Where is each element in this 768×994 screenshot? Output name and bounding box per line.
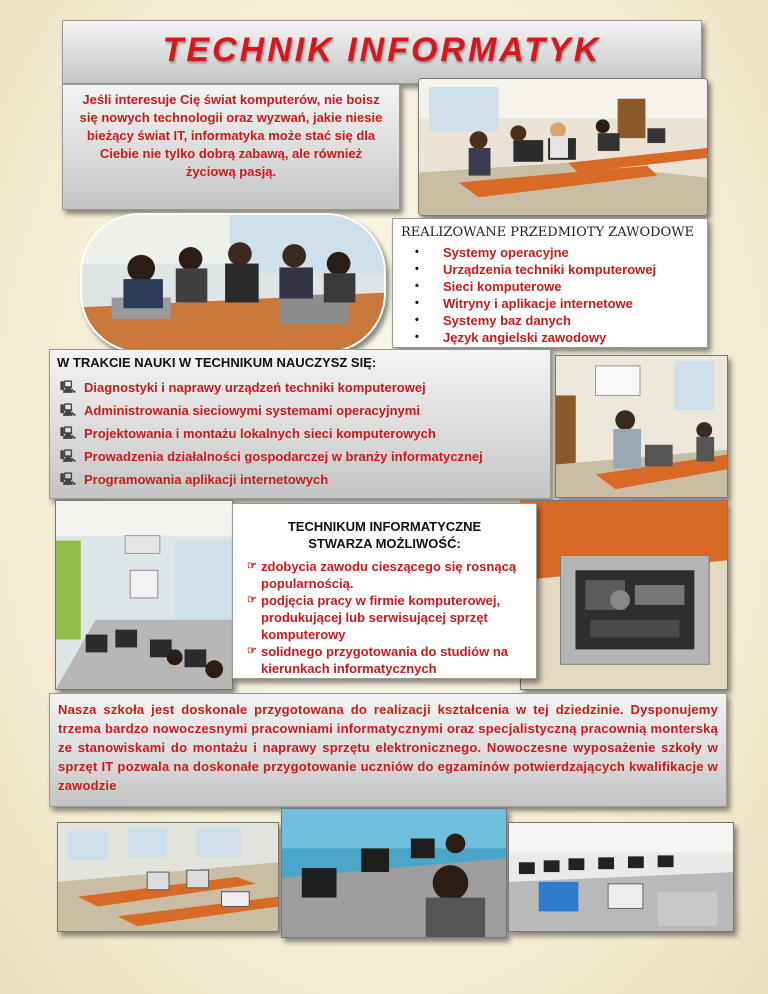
subjects-title: REALIZOWANE PRZEDMIOTY ZAWODOWE <box>401 225 695 240</box>
list-item: 🖳 Administrowania sieciowymi systemami operacyjnymi <box>60 399 524 422</box>
lab-photo-bottom-right <box>508 822 734 932</box>
school-description-box <box>49 693 727 807</box>
students-photo <box>281 808 507 938</box>
list-item: ☞ zdobycia zawodu cieszącego się rosnącą popularnością. <box>247 559 517 591</box>
lab-photo-bottom-left <box>57 822 279 932</box>
computer-icon: 🖳 <box>60 449 77 463</box>
bullet-icon: • <box>415 246 419 258</box>
subjects-box <box>392 218 708 348</box>
list-item: ☞ podjęcia pracy w firmie komputerowej, produkującej lub serwisującej sprzęt komputerowy <box>247 593 501 642</box>
list-item: • Systemy operacyjne <box>415 245 569 260</box>
server-hardware-photo <box>520 500 728 690</box>
pointing-hand-icon: ☞ <box>247 645 257 657</box>
skills-list <box>60 376 524 491</box>
pointing-hand-icon: ☞ <box>247 594 257 606</box>
list-item: • Sieci komputerowe <box>415 279 562 294</box>
skills-box <box>49 349 551 499</box>
computer-icon: 🖳 <box>60 426 77 440</box>
opportunities-title: TECHNIKUM INFORMATYCZNE STWARZA MOŻLIWOŚĆ: <box>287 519 482 551</box>
repair-lab-photo <box>555 355 728 498</box>
bullet-icon: • <box>415 314 419 326</box>
bullet-icon: • <box>415 331 419 343</box>
page-title: TECHNIK INFORMATYK <box>162 31 602 69</box>
bullet-icon: • <box>415 280 419 292</box>
opportunities-list <box>247 558 531 677</box>
school-description: Nasza szkoła jest doskonale przygotowana do realizacji kształcenia w tej dziedzinie. Dysponujemy trzema bardzo nowoczesnymi pracowniami informatycznymi oraz specjalistyczną pracownią monterską ze stanowiskami do montażu i naprawy sprzętu elektronicznego. Nowoczesne wyposażenie szkoły w sprzęt IT pozwala na doskonałe przygotowanie uczniów do egzaminów potwierdzających kwalifikacje w zawodzie <box>58 702 718 793</box>
workshop-photo <box>80 213 386 353</box>
bullet-icon: • <box>415 297 419 309</box>
computer-lab-photo <box>55 500 233 690</box>
subjects-list <box>415 244 656 346</box>
computer-icon: 🖳 <box>60 380 77 394</box>
list-item: • Witryny i aplikacje internetowe <box>415 296 633 311</box>
list-item: • Język angielski zawodowy <box>415 330 607 345</box>
list-item: 🖳 Prowadzenia działalności gospodarczej w branży informatycznej <box>60 445 524 468</box>
skills-title: W TRAKCIE NAUKI W TECHNIKUM NAUCZYSZ SIĘ: <box>57 355 377 370</box>
title-banner <box>62 20 702 84</box>
list-item: 🖳 Diagnostyki i naprawy urządzeń techniki komputerowej <box>60 376 524 399</box>
intro-text: Jeśli interesuje Cię świat komputerów, nie boisz się nowych technologii oraz wyzwań, jakie niesie bieżący świat IT, informatyka może stać się dla Ciebie nie tylko dobrą zabawą, ale również życiową pasją. <box>79 92 383 179</box>
intro-box <box>62 84 400 210</box>
list-item: • Systemy baz danych <box>415 313 571 328</box>
list-item: 🖳 Programowania aplikacji internetowych <box>60 468 524 491</box>
list-item: ☞ solidnego przygotowania do studiów na kierunkach informatycznych <box>247 644 508 676</box>
classroom-photo <box>418 78 708 216</box>
list-item: • Urządzenia techniki komputerowej <box>415 262 657 277</box>
bullet-icon: • <box>415 263 419 275</box>
computer-icon: 🖳 <box>60 472 77 486</box>
pointing-hand-icon: ☞ <box>247 560 257 572</box>
computer-icon: 🖳 <box>60 403 77 417</box>
list-item: 🖳 Projektowania i montażu lokalnych sieci komputerowych <box>60 422 524 445</box>
opportunities-box <box>232 503 537 679</box>
